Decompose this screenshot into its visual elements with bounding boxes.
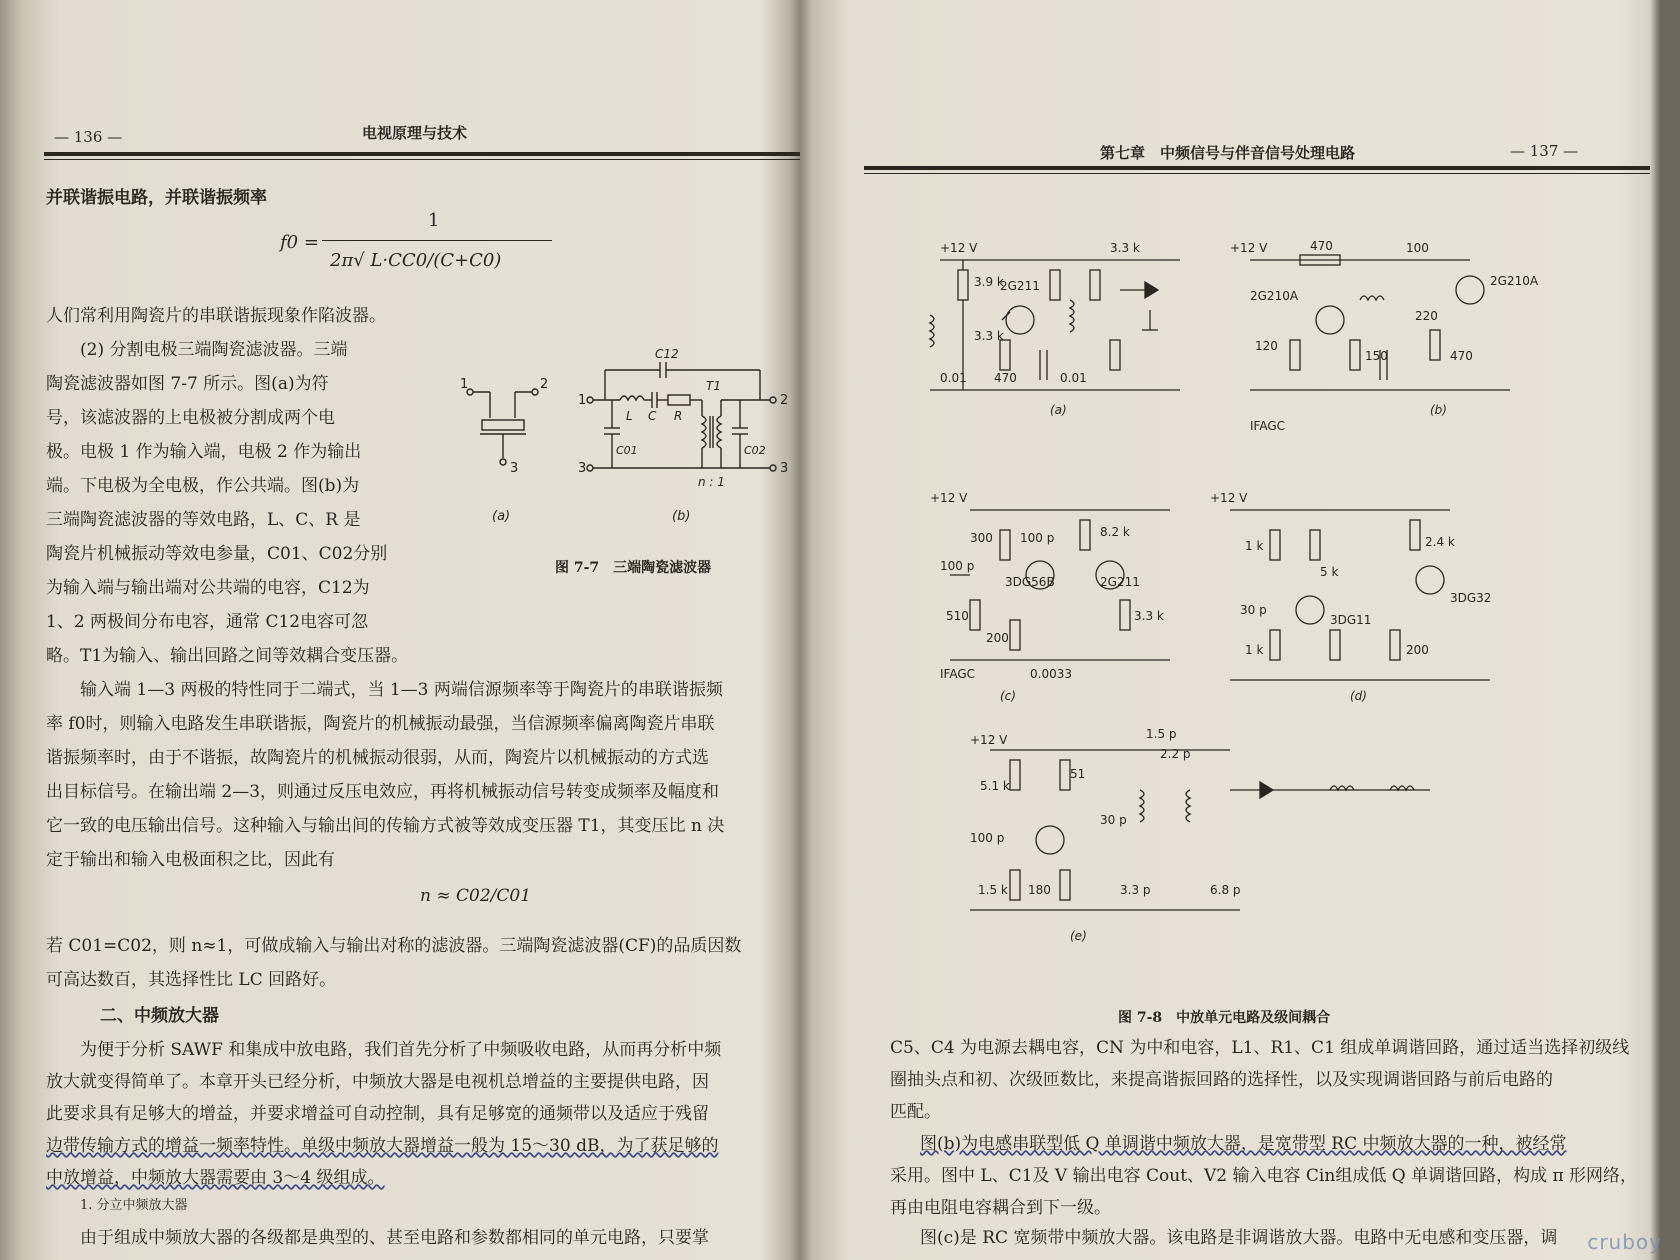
fig-d-label: (d) <box>1350 689 1367 703</box>
fig-e-51: 51 <box>1070 767 1086 781</box>
text-line: 陶瓷片机械振动等效电参量，C01、C02分别 <box>46 544 388 564</box>
right-head-rule <box>864 166 1650 170</box>
fig-c-ifagc: IFAGC <box>940 667 976 681</box>
text-line-highlighted: 边带传输方式的增益一频率特性。单级中频放大器增益一般为 15～30 dB，为了获足够的 <box>46 1136 719 1156</box>
text-line-highlighted: 中放增益，中频放大器需要由 3～4 级组成。 <box>46 1168 385 1188</box>
fig-b-2g210a-2: 2G210A <box>1250 289 1299 303</box>
fig-e-15k: 1.5 k <box>978 883 1008 897</box>
fig-a-39k: 3.9 k <box>974 275 1004 289</box>
fig77-t1: T1 <box>706 379 721 393</box>
watermark: cruboy <box>1587 1230 1662 1254</box>
fig77-R: R <box>674 409 683 423</box>
fig-a-label: (a) <box>1050 403 1067 417</box>
fig-e-22p: 2.2 p <box>1160 747 1191 761</box>
fig-a-33k: 3.3 k <box>974 329 1004 343</box>
fig-c-label: (c) <box>1000 689 1016 703</box>
fig-e-100p: 100 p <box>970 831 1005 845</box>
fig-c-200: 200 <box>986 631 1009 645</box>
text-line: 它一致的电压输出信号。这种输入与输出间的传输方式被等效成变压器 T1，其变压比 n 决 <box>46 816 725 836</box>
fig-b-220: 220 <box>1415 309 1438 323</box>
text-line: 为输入端与输出端对公共端的电容，C12为 <box>46 578 370 598</box>
fig77-c02: C02 <box>744 444 766 457</box>
fig77-C: C <box>648 409 657 423</box>
text-line: 可高达数百，其选择性比 LC 回路好。 <box>46 970 337 990</box>
fig-c-00033: 0.0033 <box>1030 667 1072 681</box>
fig-d-3dg11: 3DG11 <box>1330 613 1372 627</box>
fig-d-1k: 1 k <box>1245 539 1264 553</box>
text-line: 谐振频率时，由于不谐振，故陶瓷片的机械振动很弱，从而，陶瓷片以机械振动的方式选 <box>46 748 709 768</box>
text-line: 采用。图中 L、C1及 V 输出电容 Cout、V2 输入电容 Cin组成低 Q 单调谐回路，构成 π 形网络， <box>890 1166 1638 1186</box>
left-page-number: — 136 — <box>54 128 123 146</box>
left-head-rule <box>44 152 800 156</box>
text-line: 率 f0时，则输入电路发生串联谐振，陶瓷片的机械振动最强，当信源频率偏离陶瓷片串联 <box>46 714 715 734</box>
text-line: 端。下电极为全电极，作公共端。图(b)为 <box>46 476 360 496</box>
right-page <box>860 0 1650 1260</box>
fig-c-82k: 8.2 k <box>1100 525 1130 539</box>
text-line: 略。T1为输入、输出回路之间等效耦合变压器。 <box>46 646 409 666</box>
fig-b-150: 150 <box>1365 349 1388 363</box>
text-line: 三端陶瓷滤波器的等效电路，L、C、R 是 <box>46 510 361 530</box>
right-page-number: — 137 — <box>1510 142 1579 160</box>
fig-c-300: 300 <box>970 531 993 545</box>
fig77-b-pin-1: 1 <box>578 393 587 408</box>
fraction-bar <box>322 240 552 241</box>
right-head-rule-thin <box>864 173 1650 174</box>
left-page <box>40 0 800 1260</box>
fig-d-5k: 5 k <box>1320 565 1339 579</box>
fig-a-001-b: 0.01 <box>1060 371 1087 385</box>
fig-e-51k: 5.1 k <box>980 779 1010 793</box>
text-line: 圈抽头点和初、次级匝数比，来提高谐振回路的选择性，以及实现调谐回路与前后电路的 <box>890 1070 1553 1090</box>
section-heading: 二、中频放大器 <box>100 1006 219 1026</box>
text-line: 再由电阻电容耦合到下一级。 <box>890 1198 1111 1218</box>
fig-c-510: 510 <box>946 609 969 623</box>
text-line: 此要求具有足够大的增益，并要求增益可自动控制，具有足够宽的通频带以及适应于残留 <box>46 1104 709 1124</box>
fig-b-470b: 470 <box>1450 349 1473 363</box>
fig-c-v12: +12 V <box>930 491 968 505</box>
fig-b-470: 470 <box>1310 239 1333 253</box>
fig-a-001: 0.01 <box>940 371 967 385</box>
text-line: 由于组成中频放大器的各级都是典型的、甚至电路和参数都相同的单元电路，只要掌 <box>80 1228 709 1248</box>
fig77-pin-1: 1 <box>460 377 469 392</box>
fig-c-100p-in: 100 p <box>940 559 975 573</box>
fig-e-30p: 30 p <box>1100 813 1127 827</box>
left-head-rule-thin <box>44 159 800 160</box>
fig-c-3dg56b: 3DG56B <box>1005 575 1055 589</box>
fig-c-2g211: 2G211 <box>1100 575 1140 589</box>
fig-d-v12: +12 V <box>1210 491 1248 505</box>
fig-e-33p: 3.3 p <box>1120 883 1151 897</box>
left-running-title: 电视原理与技术 <box>362 124 468 142</box>
figure-7-8-diagrams <box>910 230 1630 990</box>
fig-c-100p: 100 p <box>1020 531 1055 545</box>
fig-d-24k: 2.4 k <box>1425 535 1455 549</box>
text-line: (2) 分割电极三端陶瓷滤波器。三端 <box>80 340 348 360</box>
text-line: 若 C01=C02，则 n≈1，可做成输入与输出对称的滤波器。三端陶瓷滤波器(CF)的品质因数 <box>46 936 742 956</box>
fig-b-ifagc: IFAGC <box>1250 419 1286 433</box>
text-line: C5、C4 为电源去耦电容，CN 为中和电容，L1、R1、C1 组成单调谐回路，通过适当选择初级线 <box>890 1038 1630 1058</box>
text-line: 1、2 两极间分布电容，通常 C12电容可忽 <box>46 612 369 632</box>
fig-e-68p: 6.8 p <box>1210 883 1241 897</box>
fig-d-1k-b: 1 k <box>1245 643 1264 657</box>
figure-7-7 <box>440 340 800 580</box>
fig-b-100: 100 <box>1406 241 1429 255</box>
fig-e-v12: +12 V <box>970 733 1008 747</box>
text-line: 出目标信号。在输出端 2—3，则通过反压电效应，再将机械振动信号转变成频率及幅度和 <box>46 782 720 802</box>
left-running-head <box>40 124 800 154</box>
fig77-L: L <box>626 409 633 423</box>
formula-f0 <box>280 210 600 290</box>
fig-b-label: (b) <box>1430 403 1447 417</box>
subsection-heading: 1. 分立中频放大器 <box>80 1198 188 1213</box>
text-line: 图(c)是 RC 宽频带中频放大器。该电路是非调谐放大器。电路中无电感和变压器，调 <box>920 1228 1558 1248</box>
fig77-pin-2: 2 <box>540 377 549 392</box>
fig-e-180: 180 <box>1028 883 1051 897</box>
formula-f0-lhs: f0 = <box>280 232 319 253</box>
formula-denominator: 2π√ L·CC0/(C+C0) <box>330 250 502 271</box>
fig-a-33k-b: 3.3 k <box>1110 241 1140 255</box>
figure-7-7-caption: 图 7-7 三端陶瓷滤波器 <box>555 560 712 576</box>
text-line: 定于输出和输入电极面积之比，因此有 <box>46 850 335 870</box>
text-line: 并联谐振电路，并联谐振频率 <box>46 188 267 208</box>
text-line: 放大就变得简单了。本章开头已经分析，中频放大器是电视机总增益的主要提供电路，因 <box>46 1072 709 1092</box>
formula-numerator: 1 <box>428 210 440 231</box>
right-running-title: 第七章 中频信号与伴音信号处理电路 <box>1100 144 1356 162</box>
figure-7-8-caption: 图 7-8 中放单元电路及级间耦合 <box>1118 1010 1331 1026</box>
fig77-label-a: (a) <box>492 509 511 524</box>
text-line: 人们常利用陶瓷片的串联谐振现象作陷波器。 <box>46 306 386 326</box>
fig77-pin-3: 3 <box>510 461 519 476</box>
fig77-b-pin-2: 2 <box>780 393 789 408</box>
text-line-highlighted: 图(b)为电感串联型低 Q 单调谐中频放大器，是宽带型 RC 中频放大器的一种，被经常 <box>920 1134 1567 1154</box>
figure-7-7-diagram <box>440 340 800 580</box>
text-line: 匹配。 <box>890 1102 941 1122</box>
fig77-label-b: (b) <box>672 509 691 524</box>
fig-d-3dg32: 3DG32 <box>1450 591 1492 605</box>
fig-d-30p: 30 p <box>1240 603 1267 617</box>
fig77-c01: C01 <box>616 444 638 457</box>
fig-b-2g210a: 2G210A <box>1490 274 1539 288</box>
fig77-b-pin-3: 3 <box>578 461 587 476</box>
fig-b-120: 120 <box>1255 339 1278 353</box>
fig77-ratio: n : 1 <box>698 475 725 489</box>
fig-c-33k: 3.3 k <box>1134 609 1164 623</box>
text-line: 极。电极 1 作为输入端，电极 2 作为输出 <box>46 442 362 462</box>
text-line: 输入端 1—3 两极的特性同于二端式，当 1—3 两端信源频率等于陶瓷片的串联谐振频 <box>80 680 723 700</box>
fig-d-200: 200 <box>1406 643 1429 657</box>
text-line: 为便于分析 SAWF 和集成中放电路，我们首先分析了中频吸收电路，从而再分析中频 <box>80 1040 722 1060</box>
text-line: 号，该滤波器的上电极被分割成两个电 <box>46 408 335 428</box>
fig-a-v12: +12 V <box>940 241 978 255</box>
text-line: 陶瓷滤波器如图 7-7 所示。图(a)为符 <box>46 374 329 394</box>
figure-7-8 <box>910 230 1630 990</box>
fig77-c12: C12 <box>655 347 679 361</box>
formula-n: n ≈ C02/C01 <box>420 886 532 906</box>
fig-b-v12: +12 V <box>1230 241 1268 255</box>
fig-e-15p: 1.5 p <box>1146 727 1177 741</box>
right-running-head <box>860 128 1650 162</box>
fig-a-470: 470 <box>994 371 1017 385</box>
fig77-b-pin-3b: 3 <box>780 461 789 476</box>
fig-a-2g211: 2G211 <box>1000 279 1040 293</box>
fig-e-label: (e) <box>1070 929 1087 943</box>
